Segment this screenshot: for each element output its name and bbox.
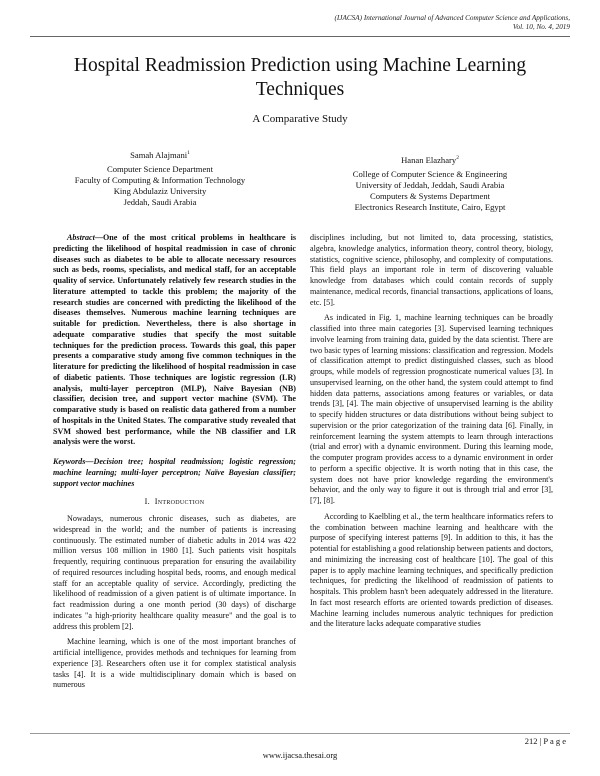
paragraph: As indicated in Fig. 1, machine learning techniques can be broadly classified into three main categories [3]. Supervised learning techniques involve learning from training data, guided by the data scientist. There are two basic types of learning missions: classification and regression. Models of classification attempt to predict distinguished classes, such as blood groups, while models of regression prognosticate numerical values [3]. In unsupervised learning, on the other hand, the system could attempt to find hidden data patterns, associations among features or variables, or data trends [3], [4]. The main objective of unsupervised learning is the ability to specify hidden structures or data distributions without being subject to supervision or the prior categorization of the training data [6]. Finally, in reinforcement learning the system attempts to learn through interactions (trial and error) with a dynamic environment. During this learning mode, the computer program provides access to a dynamic environment in order to perform a specific objective. It is worth noting that in this case, the system does not have prior knowledge regarding the environment's behavior, and the only way to figure it out is through trial and error [3], [7], [8]. [310,313,553,505]
author-block-1 [40,148,280,208]
paper-title: Hospital Readmission Prediction using Machine Learning Techniques [73,55,527,100]
author-affiliation-line: Faculty of Computing & Information Technology [74,174,246,185]
journal-volume: Vol. 10, No. 4, 2019 [512,23,570,31]
right-column [310,233,553,635]
author-block-2 [310,153,550,213]
author-affiliation-line: Jeddah, Saudi Arabia [123,196,197,207]
page-number: 212 | P a g e [524,736,566,746]
author-affiliation-line: Computers & Systems Department [369,190,491,201]
author-affiliation-line: King Abdulaziz University [113,185,207,196]
section-heading-introduction: I. Introduction [144,497,205,507]
journal-header [170,14,570,32]
journal-url[interactable]: www.ijacsa.thesai.org [262,750,338,760]
paragraph: Nowadays, numerous chronic diseases, such as diabetes, are widespread in the world; and the number of patients is increasing continuously. The estimated number of diabetic adults in 2014 was 422 million versus 108 million in 1980 [1]. Such patients visit hospitals frequently, requiring continuous preparation for ensuring the availability of required resources including hospital beds, rooms, and enough medical staff for an acceptable quality of service. Accordingly, predicting the likelihood of readmission of a given patient is of ultimate importance. In fact readmission during a one month period (30 days) of discharge indicates "a high-priority healthcare quality measure" and the goal is to address this problem [2]. [53,514,296,631]
author-affiliation-line: College of Computer Science & Engineering [352,168,508,179]
author-name: Hanan Elazhary$^2$ [401,154,459,165]
left-column [53,233,296,696]
abstract-text: —One of the most critical problems in healthcare is predicting the likelihood of hospital readmission in case of chronic diseases such as diabetes to be able to allocate necessary resources such as beds, rooms, specialists, and medical staff, for an acceptable quality of service. Unfortunately relatively few research studies in the literature attempted to tackle this problem; the majority of the research studies are concerned with predicting the likelihood of the diseases themselves. Numerous machine learning techniques are suitable for prediction. Nevertheless, there is also shortage in adequate comparative studies that specify the most suitable techniques for the prediction process. Towards this goal, this paper presents a comparative study among five common techniques in the literature for predicting the likelihood of hospital readmission in case of diabetic patients. Those techniques are logistic regression (LR) analysis, multi-layer perceptron (MLP), Naïve Bayesian (NB) classifier, decision tree, and support vector machine (SVM). The comparative study is based on realistic data gathered from a number of hospitals in the United States. The comparative study revealed that SVM showed best performance, while the NB classifier and LR analysis were the worst. [53,233,296,447]
abstract [53,233,296,448]
keywords: Keywords—Decision tree; hospital readmission; logistic regression; machine learning; multi-layer perceptron; Naïve Bayesian classifier; support vector machines [53,457,296,488]
paragraph: Machine learning, which is one of the most important branches of artificial intelligence, provides methods and techniques for learning from experience [3]. Researchers often use it for complex statistical analysis tasks [4]. It is a wide multidisciplinary domain which is based on numerous [53,637,296,690]
author-affiliation-line: Computer Science Department [107,163,213,174]
paper-subtitle: A Comparative Study [252,113,348,125]
author-name: Samah Alajmani$^1$ [130,149,190,160]
author-affiliation-line: University of Jeddah, Jeddah, Saudi Arabia [355,179,505,190]
footer-divider [30,733,570,734]
paragraph: disciplines including, but not limited to, data processing, statistics, algebra, knowledge analytics, information theory, control theory, biology, statistics, cognitive science, philosophy, and complexity of computations. This field plays an important role in term of discovering valuable knowledge from databases which could contain records of supply maintenance, medical records, financial transactions, applications of loans, etc. [5]. [310,233,553,307]
journal-name: (IJACSA) International Journal of Advanced Computer Science and Applications, [334,14,570,22]
author-affiliation-line: Electronics Research Institute, Cairo, Egypt [354,201,506,212]
abstract-label: Abstract [67,233,95,242]
paragraph: According to Kaelbling et al., the term healthcare informatics refers to the combination between machine learning and healthcare with the purpose of specifying interest patterns [9]. In addition to this, it has the potential for establishing a good relationship between patients and doctors, and minimizing the increasing cost of healthcare [10]. The goal of this paper is to apply machine learning techniques, and specifically prediction techniques, for predicting the likelihood of readmission of patients to hospitals. This problem hasn't been adequately addressed in the literature. In fact most research efforts are oriented towards prediction of diseases. Machine learning includes numerous analytic techniques for prediction and the literature lacks adequate comparative studies [310,511,553,629]
header-divider [30,36,570,37]
